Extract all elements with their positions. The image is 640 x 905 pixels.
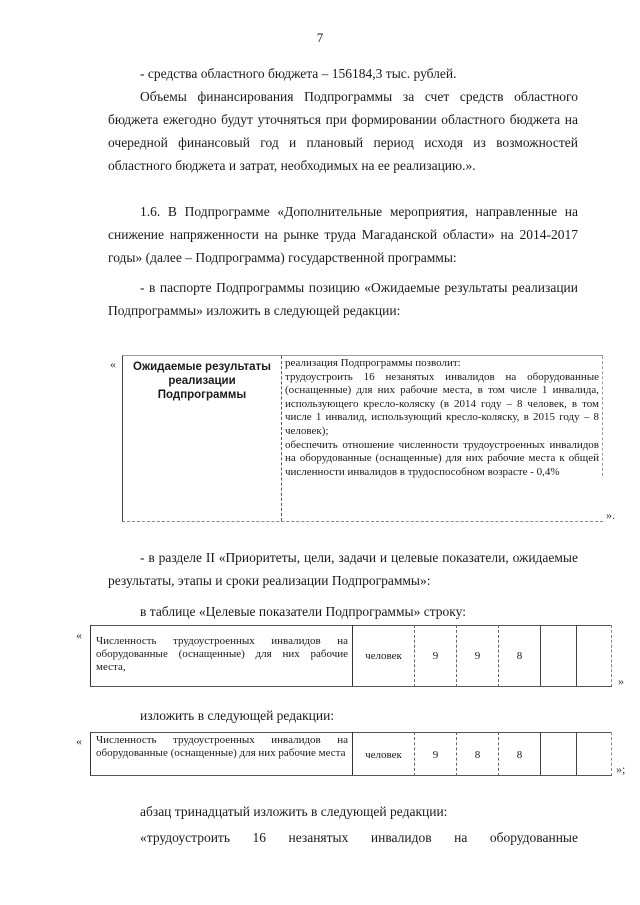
table-old-value-5 bbox=[577, 625, 612, 687]
passport-right-border bbox=[602, 356, 603, 476]
paragraph-thirteenth: абзац тринадцатый изложить в следующей редакции: bbox=[140, 804, 448, 819]
indicator-table-new bbox=[90, 732, 612, 776]
passport-line-employ: трудоустроить 16 незанятых инвалидов на оборудованные (оснащенные) для них рабочие места, в том числе 1 инвалида, использующего кресло-коляску (в 2014 году – 8 человек, в том числе 1 инвалид, использующий кресло-коляску, в 2015 году – 8 человек); bbox=[285, 370, 599, 437]
table-new-value-5 bbox=[577, 732, 612, 776]
table-new-open-quote: « bbox=[76, 734, 82, 748]
table-old-bottom-border bbox=[90, 686, 612, 687]
indicator-table-old bbox=[90, 625, 612, 687]
passport-line-intro: реализация Подпрограммы позволит: bbox=[285, 357, 461, 369]
table-new-close-quote: »; bbox=[616, 762, 626, 776]
table-new-value-1: 9 bbox=[415, 732, 457, 776]
table-old-value-3: 8 bbox=[499, 625, 541, 687]
table-new-bottom-border bbox=[90, 775, 612, 776]
passport-open-quote: « bbox=[110, 357, 116, 371]
paragraph-passport-position: - в паспорте Подпрограммы позицию «Ожидаемые результаты реализации Подпрограммы» изложить в следующей редакции: bbox=[108, 280, 578, 318]
passport-table bbox=[122, 355, 603, 522]
table-old-open-quote: « bbox=[76, 628, 82, 642]
table-old-unit: человек bbox=[353, 625, 415, 687]
table-new-value-4 bbox=[541, 732, 577, 776]
passport-close-quote: ». bbox=[606, 508, 615, 522]
page-number: 7 bbox=[316, 30, 324, 45]
table-old-value-4 bbox=[541, 625, 577, 687]
paragraph-employ-quote: «трудоустроить 16 незанятых инвалидов на оборудованные bbox=[140, 830, 578, 845]
table-old-close-quote: » bbox=[618, 674, 624, 688]
paragraph-subprogram-amendment: 1.6. В Подпрограмме «Дополнительные мероприятия, направленные на снижение напряженности на рынке труда Магаданской области» на 2014-2017 годы» (далее – Подпрограмма) государственной программы: bbox=[108, 204, 578, 265]
paragraph-section-two: - в разделе II «Приоритеты, цели, задачи и целевые показатели, ожидаемые результаты, этапы и сроки реализации Подпрограммы»: bbox=[108, 550, 578, 588]
passport-label: Ожидаемые результаты реализации Подпрограммы bbox=[133, 361, 271, 401]
table-new-value-2: 8 bbox=[457, 732, 499, 776]
paragraph-budget-funds: - средства областного бюджета – 156184,3 тыс. рублей. bbox=[140, 66, 457, 81]
passport-content-cell bbox=[285, 357, 599, 479]
table-old-value-1: 9 bbox=[415, 625, 457, 687]
paragraph-new-edition: изложить в следующей редакции: bbox=[140, 708, 335, 723]
table-old-value-2: 9 bbox=[457, 625, 499, 687]
paragraph-financing-volumes: Объемы финансирования Подпрограммы за счет средств областного бюджета ежегодно будут уточняться при формировании областного бюджета на очередной финансовый год и плановый период исходя из возможностей областного бюджета и затрат, необходимых на ее реализацию.». bbox=[108, 89, 578, 173]
passport-label-cell bbox=[123, 356, 282, 521]
table-new-unit: человек bbox=[353, 732, 415, 776]
table-new-indicator-name: Численность трудоустроенных инвалидов на оборудованные (оснащенные) для них рабочие места bbox=[90, 732, 353, 776]
table-new-value-3: 8 bbox=[499, 732, 541, 776]
passport-line-ratio: обеспечить отношение численности трудоустроенных инвалидов на оборудованные (оснащенные) для них рабочие места к общей численности инвалидов в трудоспособном возрасте - 0,4% bbox=[285, 438, 599, 478]
paragraph-table-row: в таблице «Целевые показатели Подпрограммы» строку: bbox=[140, 604, 466, 619]
table-old-indicator-name: Численность трудоустроенных инвалидов на оборудованные (оснащенные) для них рабочие места, bbox=[90, 625, 353, 687]
